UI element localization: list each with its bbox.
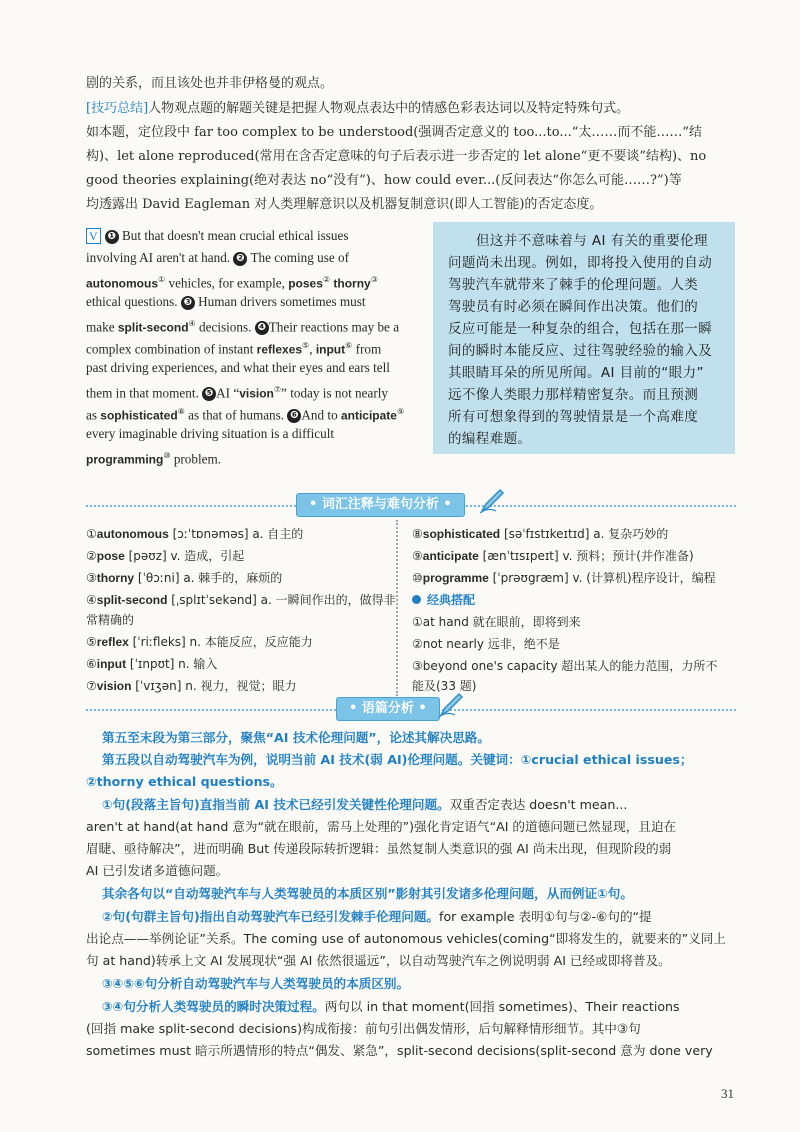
vocab-entry bbox=[412, 524, 668, 544]
entry-number: ② bbox=[86, 549, 97, 563]
intro-line-6: 均透露出 David Eagleman 对人类理解意识以及机器复制意识(即人工智能)的否定态度。 bbox=[86, 197, 603, 212]
passage-text: ethical questions. bbox=[86, 294, 178, 309]
passage-text: ” today is not nearly bbox=[281, 385, 388, 401]
entry-definition: [pəʊz] v. 造成，引起 bbox=[124, 549, 245, 563]
entry-word: programme bbox=[422, 571, 489, 585]
entry-word: vision bbox=[96, 679, 132, 693]
sentence-number: ❻ bbox=[287, 409, 301, 423]
passage-line bbox=[86, 225, 348, 247]
passage-text: as that of humans. bbox=[188, 407, 285, 423]
entry-definition: [səˈfɪstɪkeɪtɪd] a. 复杂巧妙的 bbox=[500, 527, 669, 541]
analysis-line: AI 已引发诸多道德问题。 bbox=[86, 863, 229, 878]
analysis-line: ②thorny ethical questions。 bbox=[86, 774, 283, 789]
passage-text: And to bbox=[301, 407, 338, 423]
entry-word: pose bbox=[96, 549, 125, 563]
entry-number: ⑧ bbox=[412, 527, 423, 541]
passage-text: involving AI aren't at hand. bbox=[86, 250, 231, 265]
analysis-line: 第五段以自动驾驶汽车为例，说明当前 AI 技术(弱 AI)伦理问题。关键词：①crucial ethical issues； bbox=[102, 752, 693, 767]
entry-word: thorny bbox=[96, 571, 135, 585]
entry-word: split-second bbox=[96, 593, 168, 607]
translation-line: 驾驶员有时必须在瞬间作出决策。他们的 bbox=[448, 299, 699, 315]
classic-label: 经典搭配 bbox=[427, 593, 476, 607]
sentence-number: ❸ bbox=[181, 296, 195, 310]
vocab-entry bbox=[412, 546, 694, 566]
vocab-section-header: • 词汇注释与难句分析 • bbox=[296, 493, 465, 517]
translation-line: 间的瞬时本能反应、过往驾驶经验的输入及 bbox=[448, 343, 713, 359]
vocab-entry bbox=[86, 590, 396, 610]
sentence-number: ❺ bbox=[202, 387, 216, 401]
analysis-line: 第五至末段为第三部分，聚焦“AI 技术伦理问题”，论述其解决思路。 bbox=[102, 730, 490, 745]
page-number: 31 bbox=[721, 1086, 734, 1101]
pen-icon bbox=[478, 487, 506, 515]
vocab-entry bbox=[86, 676, 296, 696]
passage-line bbox=[86, 291, 366, 313]
vocab-word: programming bbox=[86, 452, 164, 467]
passage-text: Human drivers sometimes must bbox=[198, 294, 366, 309]
analysis-text: 两句以 in that moment(回指 sometimes)、Their reactions bbox=[324, 999, 680, 1014]
vocab-word: anticipate bbox=[340, 408, 397, 423]
passage-text: AI “ bbox=[216, 385, 240, 401]
classic-phrases-heading bbox=[412, 590, 475, 610]
translation-line: 远不像人类眼力那样精密复杂。而且预测 bbox=[448, 387, 699, 403]
tip-paragraph bbox=[86, 98, 629, 120]
analysis-key: ③④句分析人类驾驶员的瞬时决策过程。 bbox=[102, 999, 325, 1014]
vocab-word: vision bbox=[239, 386, 274, 401]
analysis-key: ②句(句群主旨句)指出自动驾驶汽车已经引发棘手伦理问题。 bbox=[102, 909, 440, 924]
vocab-word: thorny bbox=[333, 276, 371, 291]
note-mark: ① bbox=[158, 275, 166, 284]
passage-line: past driving experiences, and what their eyes and ears tell bbox=[86, 360, 390, 375]
entry-number: ③ bbox=[86, 571, 97, 585]
entry-definition: [ɔːˈtɒnəməs] a. 自主的 bbox=[168, 527, 304, 541]
entry-definition: [ˈɪnpʊt] n. 输入 bbox=[126, 657, 218, 671]
entry-number: ④ bbox=[86, 593, 97, 607]
pen-icon bbox=[437, 691, 465, 719]
translation-line: 驾驶汽车就带来了棘手的伦理问题。人类 bbox=[448, 277, 699, 293]
passage-text: problem. bbox=[173, 451, 222, 467]
note-mark: ⑧ bbox=[177, 407, 185, 416]
analysis-line bbox=[102, 794, 627, 816]
vocab-entry bbox=[412, 568, 716, 588]
tip-text: 人物观点题的解题关键是把握人物观点表达中的情感色彩表达词以及特定特殊句式。 bbox=[148, 101, 630, 116]
analysis-line: 句 at hand)转承上文 AI 发展现状“强 AI 依然很遥远”，以自动驾驶汽车之例说明弱 AI 已经或即将普及。 bbox=[86, 953, 671, 968]
analysis-line: (回指 make split-second decisions)构成衔接：前句引出偶发情形，后句解释情形细节。其中③句 bbox=[86, 1021, 641, 1036]
analysis-line bbox=[102, 996, 680, 1018]
vocab-entry bbox=[86, 546, 244, 566]
tip-label: [技巧总结] bbox=[86, 101, 149, 116]
analysis-line: aren't at hand(at hand 意为“就在眼前，需马上处理的”)强化肯定语气“AI 的道德问题已然显现，且迫在 bbox=[86, 819, 677, 834]
vocab-entry bbox=[86, 568, 282, 588]
note-mark: ⑦ bbox=[273, 385, 282, 394]
entry-definition: [ˈriːfleks] n. 本能反应，反应能力 bbox=[128, 635, 313, 649]
passage-line bbox=[86, 247, 349, 269]
entry-number: ⑤ bbox=[86, 635, 97, 649]
vocab-entry bbox=[86, 524, 303, 544]
passage-text: vehicles, for example, bbox=[168, 275, 285, 291]
passage-text: from bbox=[355, 341, 382, 357]
entry-definition: [ˈvɪʒən] n. 视力，视觉；眼力 bbox=[131, 679, 297, 693]
entry-word: sophisticated bbox=[422, 527, 501, 541]
phrase-entry: ③beyond one's capacity 超出某人的能力范围，力所不 bbox=[412, 659, 718, 673]
analysis-line: sometimes must 暗示所遇情形的特点“偶发、紧急”，split-second decisions(split-second 意为 done very bbox=[86, 1043, 713, 1058]
passage-text: Their reactions may be a bbox=[268, 319, 400, 335]
vocab-entry-cont: 常精确的 bbox=[86, 613, 135, 627]
passage-text: as bbox=[86, 407, 97, 423]
note-mark: ⑩ bbox=[163, 451, 171, 460]
note-mark: ⑥ bbox=[345, 341, 353, 350]
paragraph-mark: V bbox=[86, 228, 101, 244]
intro-line-1: 剧的关系，而且该处也并非伊格曼的观点。 bbox=[86, 76, 334, 91]
phrase-entry-cont: 能及(33 题) bbox=[412, 679, 477, 693]
passage-text: But that doesn't mean crucial ethical issues bbox=[121, 228, 349, 243]
analysis-line: 出论点——举例论证”关系。The coming use of autonomous vehicles(coming“即将发生的，就要来的”义同上 bbox=[86, 931, 726, 946]
passage-line: complex combination of instant reflexes⑤, input⑥ from bbox=[86, 341, 382, 357]
entry-number: ⑥ bbox=[86, 657, 97, 671]
sentence-number: ❷ bbox=[233, 252, 247, 266]
passage-text: decisions. bbox=[199, 319, 252, 335]
entry-word: input bbox=[96, 657, 127, 671]
vocab-word: input bbox=[315, 342, 346, 357]
vocab-entry bbox=[86, 654, 217, 674]
vocab-word: poses bbox=[288, 276, 323, 291]
passage-text: them in that moment. bbox=[86, 385, 199, 401]
bullet-icon bbox=[412, 595, 421, 604]
vocab-word: reflexes bbox=[256, 342, 303, 357]
note-mark: ② bbox=[322, 275, 331, 284]
analysis-key: ①句(段落主旨句)直指当前 AI 技术已经引发关键性伦理问题。 bbox=[102, 797, 450, 812]
vocab-word: sophisticated bbox=[100, 408, 178, 423]
passage-text: The coming use of bbox=[250, 250, 349, 265]
passage-text: make bbox=[86, 319, 115, 335]
note-mark: ⑨ bbox=[396, 407, 405, 416]
sentence-number: ❹ bbox=[255, 321, 269, 335]
phrase-entry: ②not nearly 远非，绝不是 bbox=[412, 637, 560, 651]
entry-number: ⑦ bbox=[86, 679, 97, 693]
translation-line: 其眼睛耳朵的所见所闻。AI 目前的“眼力” bbox=[448, 365, 704, 381]
analysis-section-header: • 语篇分析 • bbox=[336, 697, 440, 721]
analysis-line: ③④⑤⑥句分析自动驾驶汽车与人类驾驶员的本质区别。 bbox=[102, 976, 410, 991]
vocab-word: autonomous bbox=[86, 276, 158, 291]
intro-line-3: 如本题，定位段中 far too complex to be understood(强调否定意义的 too...to...“太……而不能……”结 bbox=[86, 125, 703, 140]
analysis-text: for example 表明①句与②-⑥句的“提 bbox=[439, 909, 652, 924]
entry-number: ⑩ bbox=[412, 571, 423, 585]
note-mark: ④ bbox=[188, 319, 196, 328]
translation-line: 的编程难题。 bbox=[448, 431, 532, 447]
sentence-number: ❶ bbox=[105, 230, 119, 244]
phrase-entry: ①at hand 就在眼前，即将到来 bbox=[412, 615, 581, 629]
passage-line bbox=[86, 445, 221, 470]
analysis-line: 眉睫、亟待解决”，进而明确 But 传递段际转折逻辑：虽然复制人类意识的强 AI 尚未出现，但现阶段的弱 bbox=[86, 841, 672, 856]
translation-line: 但这并不意味着与 AI 有关的重要伦理 bbox=[476, 233, 708, 249]
analysis-line bbox=[102, 906, 652, 928]
column-divider bbox=[396, 520, 398, 696]
entry-definition: [ˈθɔːni] a. 棘手的，麻烦的 bbox=[134, 571, 283, 585]
entry-number: ① bbox=[86, 527, 97, 541]
intro-line-5: good theories explaining(绝对表达 no“没有”)、how could ever...(反问表达“你怎么可能……?”)等 bbox=[86, 173, 682, 188]
entry-word: autonomous bbox=[96, 527, 169, 541]
entry-definition: [ænˈtɪsɪpeɪt] v. 预料；预计(并作准备) bbox=[478, 549, 694, 563]
vocab-entry bbox=[86, 632, 313, 652]
entry-word: anticipate bbox=[422, 549, 479, 563]
vocab-word: split-second bbox=[117, 320, 189, 335]
intro-line-4: 构)、let alone reproduced(常用在含否定意味的句子后表示进一步否定的 let alone“更不要谈”结构)、no bbox=[86, 149, 707, 164]
analysis-line: 其余各句以“自动驾驶汽车与人类驾驶员的本质区别”影射其引发诸多伦理问题，从而例证①句。 bbox=[102, 886, 633, 901]
entry-definition: [ˈprəʊgræm] v. (计算机)程序设计，编程 bbox=[488, 571, 716, 585]
translation-line: 问题尚未出现。例如，即将投入使用的自动 bbox=[448, 255, 713, 271]
passage-text: complex combination of instant bbox=[86, 341, 254, 357]
analysis-text: 双重否定表达 doesn't mean... bbox=[449, 797, 628, 812]
entry-word: reflex bbox=[96, 635, 129, 649]
entry-definition: [ˌsplɪtˈsekənd] a. 一瞬间作出的，做得非 bbox=[167, 593, 396, 607]
translation-line: 反应可能是一种复杂的组合，包括在那一瞬 bbox=[448, 321, 713, 337]
note-mark: ⑤ bbox=[302, 341, 310, 350]
passage-line: every imaginable driving situation is a difficult bbox=[86, 426, 335, 441]
translation-line: 所有可想象得到的驾驶情景是一个高难度 bbox=[448, 409, 699, 425]
note-mark: ③ bbox=[370, 275, 378, 284]
entry-number: ⑨ bbox=[412, 549, 423, 563]
